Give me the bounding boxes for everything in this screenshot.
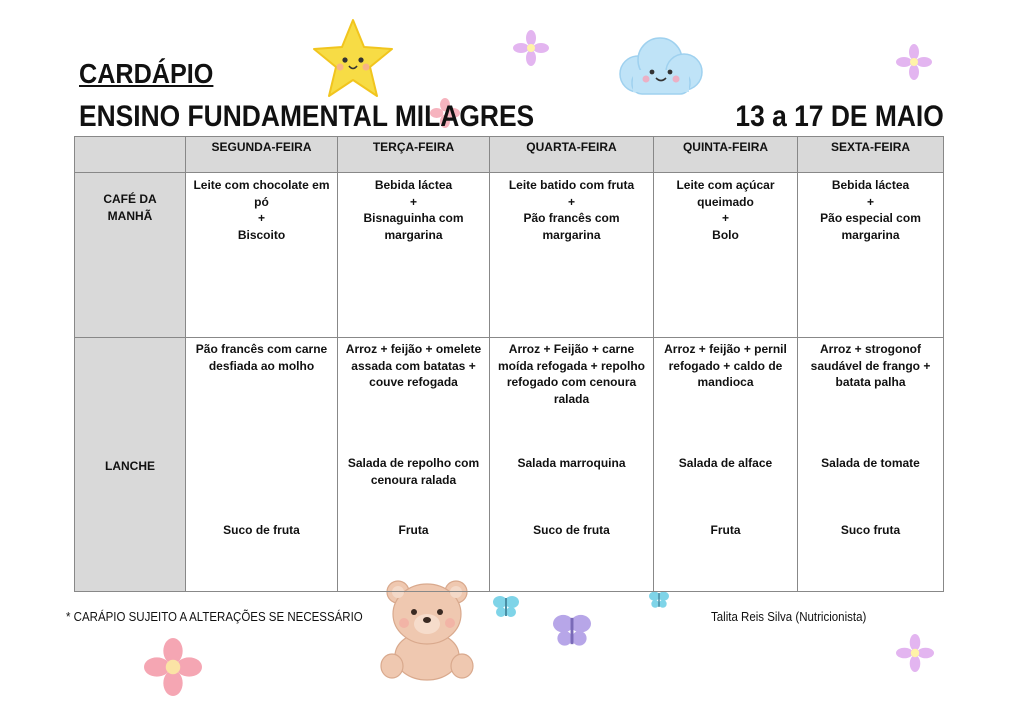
salad	[343, 455, 484, 488]
footnote: * CARÁPIO SUJEITO A ALTERAÇÕES SE NECESSÁRIO	[66, 610, 363, 624]
menu-line: ralada	[553, 391, 590, 406]
menu-line: refogado + caldo de	[668, 358, 783, 373]
page-title: CARDÁPIO	[79, 58, 214, 89]
menu-line: Salada de tomate	[821, 456, 920, 470]
flower-icon	[513, 30, 549, 66]
menu-line: desfiada ao molho	[208, 358, 315, 373]
menu-line: pó	[254, 194, 269, 209]
day-header-monday: SEGUNDA-FEIRA	[186, 137, 338, 173]
main-dish	[659, 341, 792, 391]
menu-line: Bebida láctea	[831, 178, 910, 192]
menu-line: Bisnaguinha com	[363, 211, 464, 225]
table-row	[75, 338, 944, 592]
breakfast-cell-monday	[186, 173, 338, 338]
drink: Fruta	[710, 523, 741, 537]
menu-line: Biscoito	[237, 227, 286, 242]
breakfast-cell-thursday	[654, 173, 798, 338]
menu-line: Bolo	[712, 227, 739, 242]
nutritionist-signature: Talita Reis Silva (Nutricionista)	[711, 610, 867, 624]
breakfast-cell-wednesday	[490, 173, 654, 338]
menu-line: Arroz + Feijão + carne	[508, 342, 635, 356]
menu-line: Pão francês com carne	[195, 342, 328, 356]
corner-cell	[75, 137, 186, 173]
menu-line: Leite com açúcar	[676, 178, 775, 192]
breakfast-cell-friday	[798, 173, 944, 338]
menu-line: +	[409, 194, 417, 209]
flower-icon	[896, 44, 932, 80]
menu-line: refogado com cenoura	[506, 375, 637, 389]
menu-line: queimado	[697, 194, 754, 209]
menu-line: Arroz + strogonof	[820, 342, 921, 356]
menu-line: Leite batido com fruta	[508, 178, 635, 192]
drink: Fruta	[398, 523, 429, 537]
menu-line: batata palha	[835, 375, 906, 389]
day-header-thursday: QUINTA-FEIRA	[654, 137, 798, 173]
day-header-wednesday: QUARTA-FEIRA	[490, 137, 654, 173]
menu-line: margarina	[542, 227, 601, 242]
date-range: 13 a 17 DE MAIO	[735, 100, 944, 133]
drink: Suco de fruta	[223, 523, 300, 537]
menu-line: saudável de frango +	[810, 358, 931, 373]
row-label-breakfast	[75, 173, 186, 338]
main-dish	[495, 341, 648, 407]
menu-line: Pão especial com	[820, 211, 921, 225]
butterfly-icon	[550, 612, 594, 650]
menu-line: Arroz + feijão + pernil	[664, 342, 787, 356]
day-header-friday: SEXTA-FEIRA	[798, 137, 944, 173]
day-header-tuesday: TERÇA-FEIRA	[338, 137, 490, 173]
menu-line: Leite com chocolate em	[193, 178, 330, 192]
snack-cell-friday	[798, 338, 944, 592]
menu-line: couve refogada	[369, 375, 458, 389]
school-name: ENSINO FUNDAMENTAL MILAGRES	[79, 100, 535, 133]
snack-cell-thursday	[654, 338, 798, 592]
table-row	[75, 173, 944, 338]
row-label-line: CAFÉ DA	[103, 192, 157, 206]
menu-line: Salada de repolho com	[347, 456, 480, 470]
butterfly-icon	[492, 594, 520, 620]
menu-line: margarina	[384, 227, 443, 242]
salad	[495, 455, 648, 472]
menu-line: +	[567, 194, 575, 209]
menu-line: assada com batatas +	[351, 358, 476, 373]
menu-line: Salada de alface	[678, 456, 773, 470]
menu-line: margarina	[841, 227, 900, 242]
salad	[803, 455, 938, 472]
menu-line: +	[866, 194, 874, 209]
row-label-snack: LANCHE	[75, 338, 186, 592]
row-label-line: MANHÃ	[107, 208, 153, 223]
menu-line: +	[257, 211, 265, 225]
snack-cell-monday	[186, 338, 338, 592]
flower-icon	[144, 638, 202, 696]
menu-line: cenoura ralada	[370, 472, 457, 487]
menu-table	[74, 136, 944, 592]
menu-line: mandioca	[697, 375, 754, 389]
breakfast-cell-tuesday	[338, 173, 490, 338]
main-dish	[343, 341, 484, 391]
drink: Suco de fruta	[533, 523, 610, 537]
menu-line: +	[721, 211, 729, 225]
main-dish	[191, 341, 332, 374]
cloud-icon	[612, 34, 708, 102]
menu-line: Bebida láctea	[374, 178, 453, 192]
drink: Suco fruta	[840, 523, 901, 537]
table-header-row	[75, 137, 944, 173]
star-icon	[310, 16, 396, 102]
teddy-bear-icon	[380, 578, 474, 682]
butterfly-icon	[648, 590, 670, 610]
menu-line: Pão francês com	[523, 211, 620, 225]
flower-icon	[896, 634, 934, 672]
menu-line: Arroz + feijão + omelete	[345, 342, 482, 356]
snack-cell-wednesday	[490, 338, 654, 592]
salad	[659, 455, 792, 472]
menu-line: moída refogada + repolho	[497, 358, 646, 373]
menu-line: Salada marroquina	[517, 456, 626, 470]
snack-cell-tuesday	[338, 338, 490, 592]
main-dish	[803, 341, 938, 391]
